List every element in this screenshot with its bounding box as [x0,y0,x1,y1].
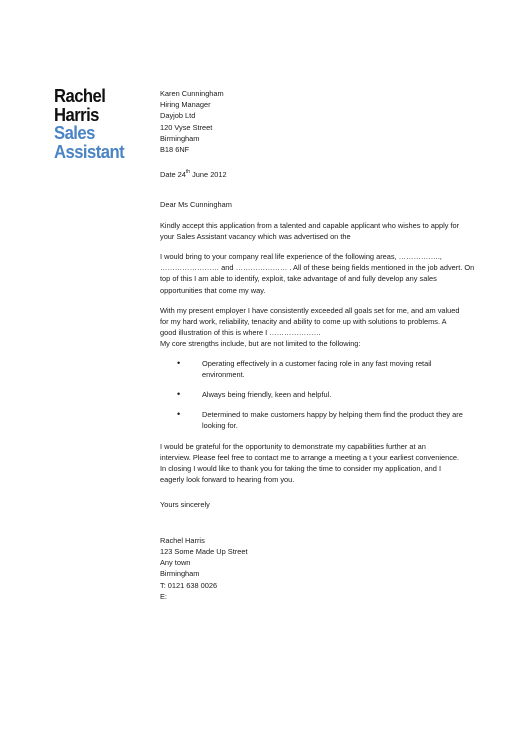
paragraph-line: top of this I am able to identify, exploit, take advantage of and fully develop any sales [160,274,437,284]
paragraph-line: With my present employer I have consistently exceeded all goals set for me, and am valued [160,305,460,315]
list-item-line: looking for. [202,421,238,431]
paragraph-closing [160,441,465,486]
recipient-line: Hiring Manager [160,100,211,110]
bullet-icon: • [177,409,181,420]
paragraph-line: Kindly accept this application from a talented and capable applicant who wishes to apply for [160,220,460,230]
list-item [160,389,465,400]
paragraph-line: My core strengths include, but are not limited to the following: [160,339,361,349]
recipient-address [160,88,465,155]
applicant-title [54,87,124,161]
bullet-icon: • [177,389,181,400]
date-ordinal: th [185,169,191,176]
strengths-list [160,358,465,432]
letter-body [160,88,475,602]
date-prefix: Date 24 [160,170,186,180]
paragraph-line: In closing I would like to thank you for taking the time to consider my application, and I [160,464,441,474]
sender-line: 123 Some Made Up Street [160,546,248,556]
valediction-text: Yours sincerely [160,500,210,510]
sender-line: Any town [160,558,191,568]
list-item-line: environment. [202,369,245,379]
paragraph-line: your Sales Assistant vacancy which was advertised on the [160,231,351,241]
applicant-first-name: Rachel [54,85,106,106]
recipient-line: B18 6NF [160,145,190,155]
valediction [160,499,465,510]
job-title-line2: Assistant [54,140,125,162]
list-item-line: Determined to make customers happy by helping them find the product they are [202,410,463,420]
sender-line: T: 0121 638 0026 [160,580,218,590]
recipient-line: Dayjob Ltd [160,111,196,121]
sender-line: Rachel Harris [160,535,205,545]
job-title-line1: Sales [54,122,95,143]
sender-line: E: [160,591,167,601]
sender-line: Birmingham [160,569,200,579]
salutation [160,199,465,210]
paragraph-line: for my hard work, reliability, tenacity and ability to come up with solutions to problems. A [160,317,447,327]
letter-date [160,169,465,180]
paragraph-experience [160,251,475,296]
paragraph-line: interview. Please feel free to contact me to arrange a meeting a t your earliest convenience. [160,452,460,462]
paragraph-line: I would bring to your company real life experience of the following areas, …………….., [160,252,442,262]
sender-details [160,535,465,602]
bullet-icon: • [177,357,181,368]
paragraph-line: opportunities that come my way. [160,285,266,295]
paragraph-line: good illustration of this is where I ………………… [160,328,322,338]
list-item [160,409,465,431]
list-item-line: Operating effectively in a customer facing role in any fast moving retail [202,358,432,368]
recipient-line: Birmingham [160,133,200,143]
paragraph-intro [160,220,465,242]
recipient-line: Karen Cunningham [160,89,224,98]
applicant-last-name: Harris [54,103,99,125]
paragraph-line: …………………… and ………………… . All of these being fields mentioned in the job advert. On [160,263,475,273]
paragraph-line: I would be grateful for the opportunity to demonstrate my capabilities further at an [160,441,426,451]
list-item-line: Always being friendly, keen and helpful. [202,390,332,400]
recipient-line: 120 Vyse Street [160,122,213,132]
salutation-text: Dear Ms Cunningham [160,200,232,210]
date-rest: June 2012 [190,170,227,180]
list-item [160,358,465,380]
paragraph-line: eagerly look forward to hearing from you. [160,475,295,485]
paragraph-employer [160,305,465,350]
